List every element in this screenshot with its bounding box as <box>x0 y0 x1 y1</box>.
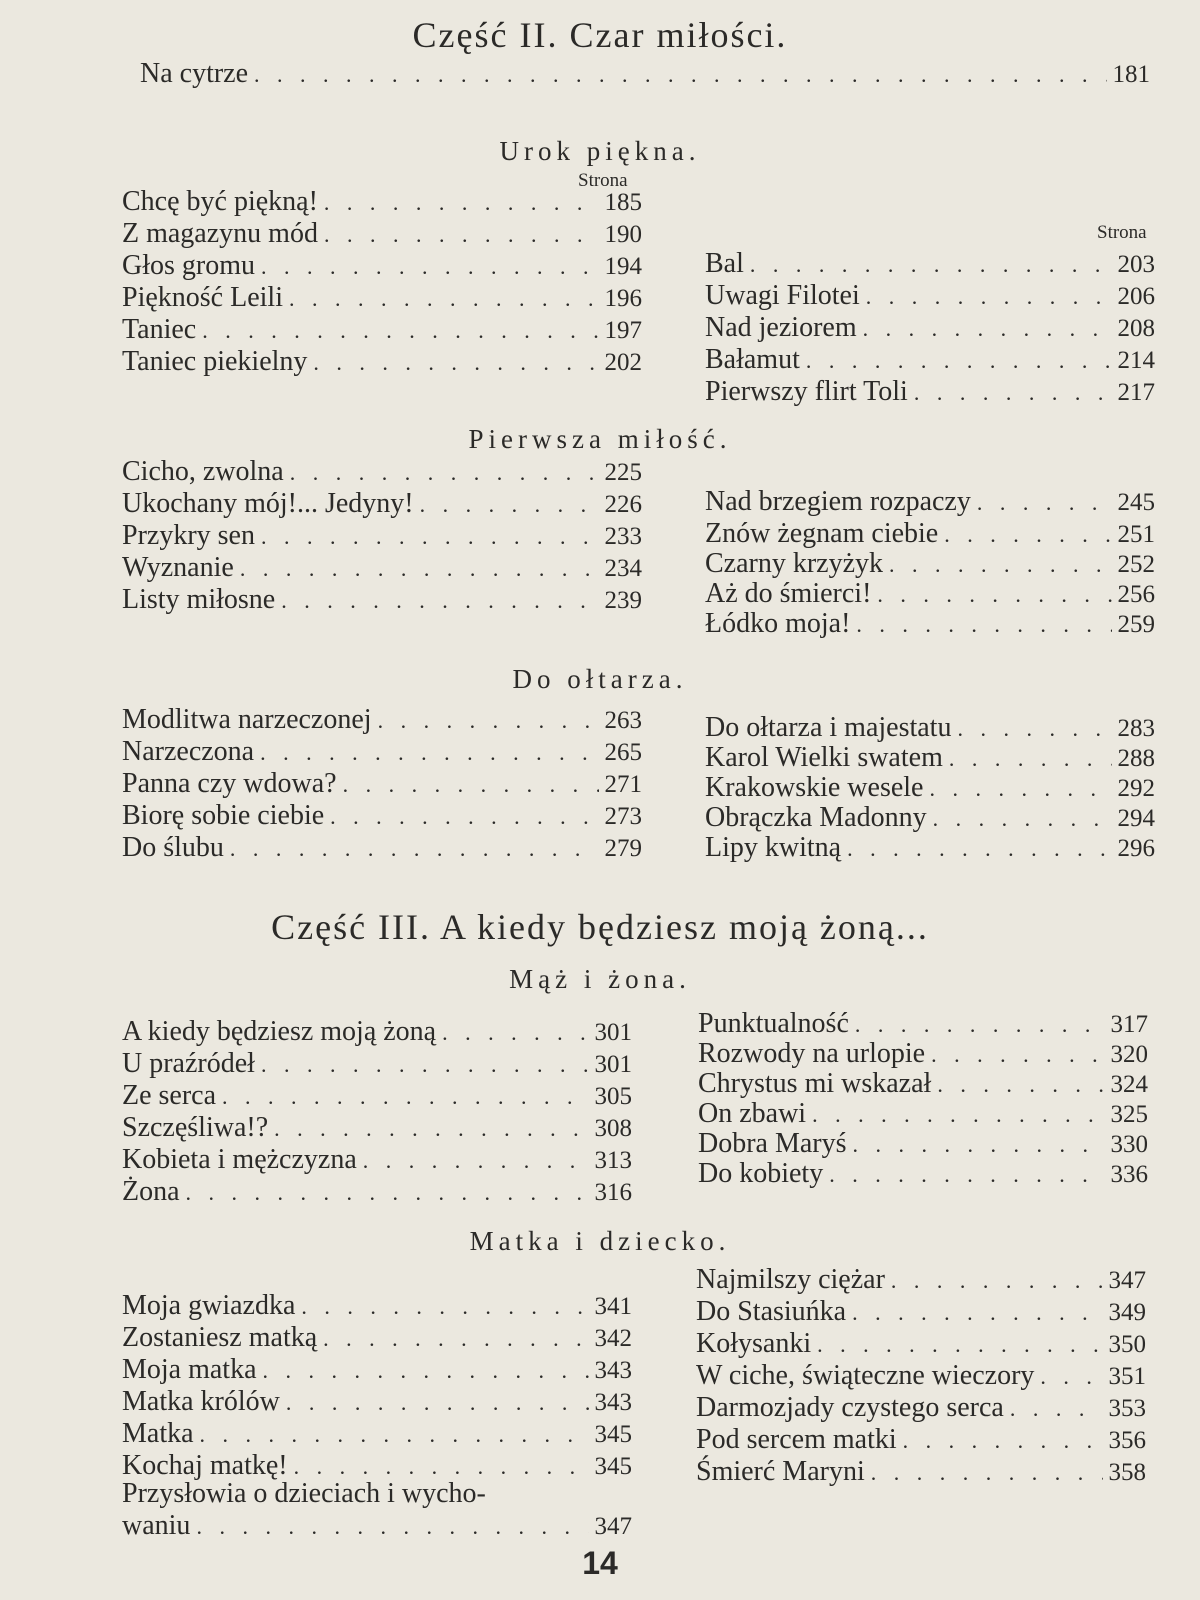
entry-page: 343 <box>594 1357 632 1384</box>
toc-entry <box>696 1328 1146 1360</box>
entry-page: 301 <box>594 1051 632 1078</box>
entry-page: 294 <box>1117 805 1155 832</box>
dot-leader <box>977 487 1112 519</box>
entry-page: 347 <box>1108 1267 1146 1294</box>
entry-page: 320 <box>1110 1041 1148 1068</box>
toc-entry <box>122 488 642 520</box>
entry-title: Uwagi Filotei <box>705 280 860 311</box>
entry-page: 197 <box>604 317 642 344</box>
entry-page: 252 <box>1117 551 1155 578</box>
dot-leader <box>186 1177 589 1209</box>
entry-title: Ukochany mój!... Jedyny! <box>122 488 414 519</box>
entry-page: 288 <box>1117 745 1155 772</box>
entry-page: 350 <box>1108 1331 1146 1358</box>
entry-page: 202 <box>604 349 642 376</box>
entry-title: Kochaj matkę! <box>122 1450 288 1481</box>
dot-leader <box>929 773 1111 805</box>
toc-entry <box>705 802 1155 834</box>
dot-leader <box>343 769 599 801</box>
entry-page: 330 <box>1110 1131 1148 1158</box>
toc-entry <box>122 520 642 552</box>
entry-title: Panna czy wdowa? <box>122 768 337 799</box>
entry-title: Do ślubu <box>122 832 224 863</box>
dot-leader <box>324 219 599 251</box>
dot-leader <box>324 187 599 219</box>
entry-title: Znów żegnam ciebie <box>705 518 939 549</box>
entry-title: Piękność Leili <box>122 282 283 313</box>
entry-title: Listy miłosne <box>122 584 276 615</box>
toc-entry-multiline-second <box>122 1510 632 1542</box>
entry-page: 217 <box>1117 379 1155 406</box>
entry-page: 196 <box>604 285 642 312</box>
entry-page: 239 <box>604 587 642 614</box>
dot-leader <box>933 803 1112 835</box>
toc-entry <box>698 1158 1148 1190</box>
entry-page: 208 <box>1117 315 1155 342</box>
dot-leader <box>230 833 599 865</box>
entry-page: 214 <box>1117 347 1155 374</box>
entry-title: Punktualność <box>698 1008 849 1039</box>
dot-leader <box>260 737 598 769</box>
entry-page: 265 <box>604 739 642 766</box>
entry-title: On zbawi <box>698 1098 807 1129</box>
entry-page: 203 <box>1117 251 1155 278</box>
entry-page: 190 <box>604 221 642 248</box>
entry-page: 279 <box>604 835 642 862</box>
strona-label-left: Strona <box>578 170 628 191</box>
entry-title: Do ołtarza i majestatu <box>705 712 952 743</box>
entry-title: Karol Wielki swatem <box>705 742 943 773</box>
dot-leader <box>937 1069 1104 1101</box>
toc-entry <box>122 1322 632 1354</box>
entry-page: 271 <box>604 771 642 798</box>
toc-entry <box>698 1098 1148 1130</box>
entry-title: Nad brzegiem rozpaczy <box>705 486 971 517</box>
dot-leader <box>240 553 599 585</box>
dot-leader <box>202 315 598 347</box>
toc-entry <box>122 218 642 250</box>
entry-title: Pierwszy flirt Toli <box>705 376 908 407</box>
dot-leader <box>254 59 1106 91</box>
entry-page: 256 <box>1117 581 1155 608</box>
entry-title: Dobra Maryś <box>698 1128 847 1159</box>
toc-entry <box>705 578 1155 610</box>
entry-page: 194 <box>604 253 642 280</box>
toc-entry <box>705 608 1155 640</box>
entry-title: Na cytrze <box>140 58 249 89</box>
toc-entry <box>705 712 1155 744</box>
entry-page: 263 <box>604 707 642 734</box>
entry-title: W ciche, świąteczne wieczory <box>696 1360 1035 1391</box>
entry-title: Wyznanie <box>122 552 234 583</box>
entry-page: 345 <box>594 1421 632 1448</box>
entry-page: 325 <box>1110 1101 1148 1128</box>
entry-title: Rozwody na urlopie <box>698 1038 926 1069</box>
entry-title: Cicho, zwolna <box>122 456 284 487</box>
section-title-do-oltarza: Do ołtarza. <box>512 664 688 694</box>
dot-leader <box>290 457 599 489</box>
dot-leader <box>949 743 1112 775</box>
entry-title: Do Stasiuńka <box>696 1296 847 1327</box>
toc-entry <box>705 344 1155 376</box>
dot-leader <box>817 1329 1102 1361</box>
dot-leader <box>914 377 1112 409</box>
dot-leader <box>866 281 1112 313</box>
entry-title: Nad jeziorem <box>705 312 857 343</box>
toc-entry <box>698 1128 1148 1160</box>
toc-entry <box>122 832 642 864</box>
dot-leader <box>863 313 1112 345</box>
entry-title: Krakowskie wesele <box>705 772 924 803</box>
toc-entry <box>696 1296 1146 1328</box>
entry-page: 273 <box>604 803 642 830</box>
dot-leader <box>263 1355 589 1387</box>
toc-entry <box>705 832 1155 864</box>
entry-page: 301 <box>594 1019 632 1046</box>
toc-entry <box>122 584 642 616</box>
dot-leader <box>286 1387 589 1419</box>
entry-title: A kiedy będziesz moją żoną <box>122 1016 437 1047</box>
entry-page: 316 <box>594 1179 632 1206</box>
entry-title: Kobieta i mężczyzna <box>122 1144 357 1175</box>
toc-entry <box>122 1016 632 1048</box>
dot-leader <box>378 705 599 737</box>
dot-leader <box>420 489 599 521</box>
entry-title-continuation: waniu <box>122 1510 191 1541</box>
dot-leader <box>889 549 1111 581</box>
part-2-title: Część II. Czar miłości. <box>412 15 788 55</box>
section-title-matka-i-dziecko: Matka i dziecko. <box>469 1226 731 1256</box>
toc-entry <box>705 486 1155 518</box>
entry-page: 336 <box>1110 1161 1148 1188</box>
dot-leader <box>944 519 1111 551</box>
entry-page: 317 <box>1110 1011 1148 1038</box>
dot-leader <box>261 521 599 553</box>
entry-title: Kołysanki <box>696 1328 812 1359</box>
entry-page: 259 <box>1117 611 1155 638</box>
dot-leader <box>847 833 1111 865</box>
dot-leader <box>222 1081 588 1113</box>
dot-leader <box>903 1425 1103 1457</box>
entry-page: 353 <box>1108 1395 1146 1422</box>
toc-entry <box>698 1008 1148 1040</box>
toc-entry <box>122 704 642 736</box>
entry-title: Matka <box>122 1418 194 1449</box>
entry-title: Przysłowia o dzieciach i wycho- <box>122 1478 486 1509</box>
toc-entry <box>122 456 642 488</box>
entry-page: 347 <box>594 1513 632 1540</box>
dot-leader <box>196 1511 588 1543</box>
toc-entry-na-cytrze <box>140 58 1150 90</box>
toc-entry <box>698 1068 1148 1100</box>
entry-title: Aż do śmierci! <box>705 578 872 609</box>
dot-leader <box>750 249 1112 281</box>
dot-leader <box>442 1017 588 1049</box>
toc-entry <box>705 376 1155 408</box>
toc-entry <box>122 1176 632 1208</box>
toc-entry <box>705 772 1155 804</box>
dot-leader <box>806 345 1112 377</box>
toc-entry <box>122 1112 632 1144</box>
toc-entry <box>122 1144 632 1176</box>
entry-page: 308 <box>594 1115 632 1142</box>
entry-page: 226 <box>604 491 642 518</box>
dot-leader <box>281 585 598 617</box>
toc-entry <box>122 314 642 346</box>
entry-title: Do kobiety <box>698 1158 824 1189</box>
section-title-maz-i-zona: Mąż i żona. <box>509 964 691 994</box>
toc-entry <box>122 552 642 584</box>
dot-leader <box>330 801 598 833</box>
entry-title: Matka królów <box>122 1386 280 1417</box>
entry-page: 251 <box>1117 521 1155 548</box>
entry-page: 181 <box>1112 61 1150 88</box>
entry-title: Zostaniesz matką <box>122 1322 318 1353</box>
dot-leader <box>313 347 598 379</box>
toc-entry <box>698 1038 1148 1070</box>
dot-leader <box>812 1099 1104 1131</box>
dot-leader <box>856 609 1111 641</box>
toc-entry <box>122 1080 632 1112</box>
entry-page: 349 <box>1108 1299 1146 1326</box>
entry-title: Taniec piekielny <box>122 346 308 377</box>
toc-entry <box>705 548 1155 580</box>
toc-entry <box>122 736 642 768</box>
entry-page: 341 <box>594 1293 632 1320</box>
part-3-title: Część III. A kiedy będziesz moją żoną... <box>271 907 929 947</box>
entry-title: Chrystus mi wskazał <box>698 1068 932 1099</box>
entry-title: Żona <box>122 1176 180 1207</box>
dot-leader <box>289 283 599 315</box>
entry-page: 185 <box>604 189 642 216</box>
dot-leader <box>200 1419 589 1451</box>
dot-leader <box>363 1145 589 1177</box>
dot-leader <box>1040 1361 1102 1393</box>
toc-entry <box>122 346 642 378</box>
toc-entry <box>696 1264 1146 1296</box>
dot-leader <box>261 251 599 283</box>
toc-entry <box>705 280 1155 312</box>
toc-entry <box>122 186 642 218</box>
dot-leader <box>1010 1393 1103 1425</box>
entry-title: Taniec <box>122 314 197 345</box>
toc-entry <box>696 1424 1146 1456</box>
dot-leader <box>301 1291 588 1323</box>
entry-title: Z magazynu mód <box>122 218 318 249</box>
toc-entry <box>122 1048 632 1080</box>
entry-page: 225 <box>604 459 642 486</box>
toc-entry <box>696 1456 1146 1488</box>
dot-leader <box>957 713 1111 745</box>
entry-page: 343 <box>594 1389 632 1416</box>
dot-leader <box>261 1049 589 1081</box>
entry-page: 358 <box>1108 1459 1146 1486</box>
entry-page: 233 <box>604 523 642 550</box>
toc-entry <box>705 518 1155 550</box>
entry-title: Śmierć Maryni <box>696 1456 865 1487</box>
dot-leader <box>852 1297 1102 1329</box>
entry-title: Bałamut <box>705 344 800 375</box>
toc-entry <box>705 248 1155 280</box>
entry-title: Lipy kwitną <box>705 832 842 863</box>
entry-title: Przykry sen <box>122 520 255 551</box>
entry-page: 351 <box>1108 1363 1146 1390</box>
strona-label-right: Strona <box>1097 222 1147 243</box>
entry-page: 245 <box>1117 489 1155 516</box>
entry-page: 234 <box>604 555 642 582</box>
toc-entry <box>122 768 642 800</box>
entry-title: Najmilszy ciężar <box>696 1264 885 1295</box>
toc-entry <box>122 1418 632 1450</box>
entry-page: 313 <box>594 1147 632 1174</box>
entry-title: Moja gwiazdka <box>122 1290 296 1321</box>
toc-entry <box>705 312 1155 344</box>
dot-leader <box>871 1457 1103 1489</box>
toc-entry <box>122 1290 632 1322</box>
entry-title: U praźródeł <box>122 1048 255 1079</box>
entry-title: Czarny krzyżyk <box>705 548 884 579</box>
toc-entry-multiline-first <box>122 1478 632 1510</box>
toc-entry <box>122 1386 632 1418</box>
entry-title: Moja matka <box>122 1354 257 1385</box>
dot-leader <box>323 1323 588 1355</box>
dot-leader <box>891 1265 1103 1297</box>
entry-page: 283 <box>1117 715 1155 742</box>
toc-entry <box>696 1360 1146 1392</box>
toc-entry <box>122 1354 632 1386</box>
dot-leader <box>853 1129 1105 1161</box>
entry-title: Chcę być piękną! <box>122 186 318 217</box>
entry-title: Narzeczona <box>122 736 255 767</box>
section-title-urok-piekna: Urok piękna. <box>499 136 701 166</box>
entry-title: Pod sercem matki <box>696 1424 897 1455</box>
toc-entry <box>705 742 1155 774</box>
entry-page: 296 <box>1117 835 1155 862</box>
entry-title: Modlitwa narzeczonej <box>122 704 372 735</box>
entry-page: 342 <box>594 1325 632 1352</box>
entry-title: Bal <box>705 248 744 279</box>
toc-entry <box>122 250 642 282</box>
entry-title: Darmozjady czystego serca <box>696 1392 1004 1423</box>
entry-title: Biorę sobie ciebie <box>122 800 325 831</box>
toc-entry <box>122 282 642 314</box>
dot-leader <box>855 1009 1105 1041</box>
entry-title: Łódko moja! <box>705 608 851 639</box>
entry-page: 324 <box>1110 1071 1148 1098</box>
page-number: 14 <box>582 1545 618 1581</box>
toc-entry <box>696 1392 1146 1424</box>
entry-page: 305 <box>594 1083 632 1110</box>
entry-page: 345 <box>594 1453 632 1480</box>
section-title-pierwsza-milosc: Pierwsza miłość. <box>468 424 732 454</box>
entry-title: Ze serca <box>122 1080 217 1111</box>
entry-title: Głos gromu <box>122 250 255 281</box>
toc-entry <box>122 800 642 832</box>
dot-leader <box>274 1113 588 1145</box>
entry-page: 356 <box>1108 1427 1146 1454</box>
dot-leader <box>931 1039 1104 1071</box>
entry-page: 292 <box>1117 775 1155 802</box>
dot-leader <box>877 579 1111 611</box>
entry-title: Szczęśliwa!? <box>122 1112 269 1143</box>
entry-title: Obrączka Madonny <box>705 802 927 833</box>
entry-page: 206 <box>1117 283 1155 310</box>
dot-leader <box>829 1159 1104 1191</box>
